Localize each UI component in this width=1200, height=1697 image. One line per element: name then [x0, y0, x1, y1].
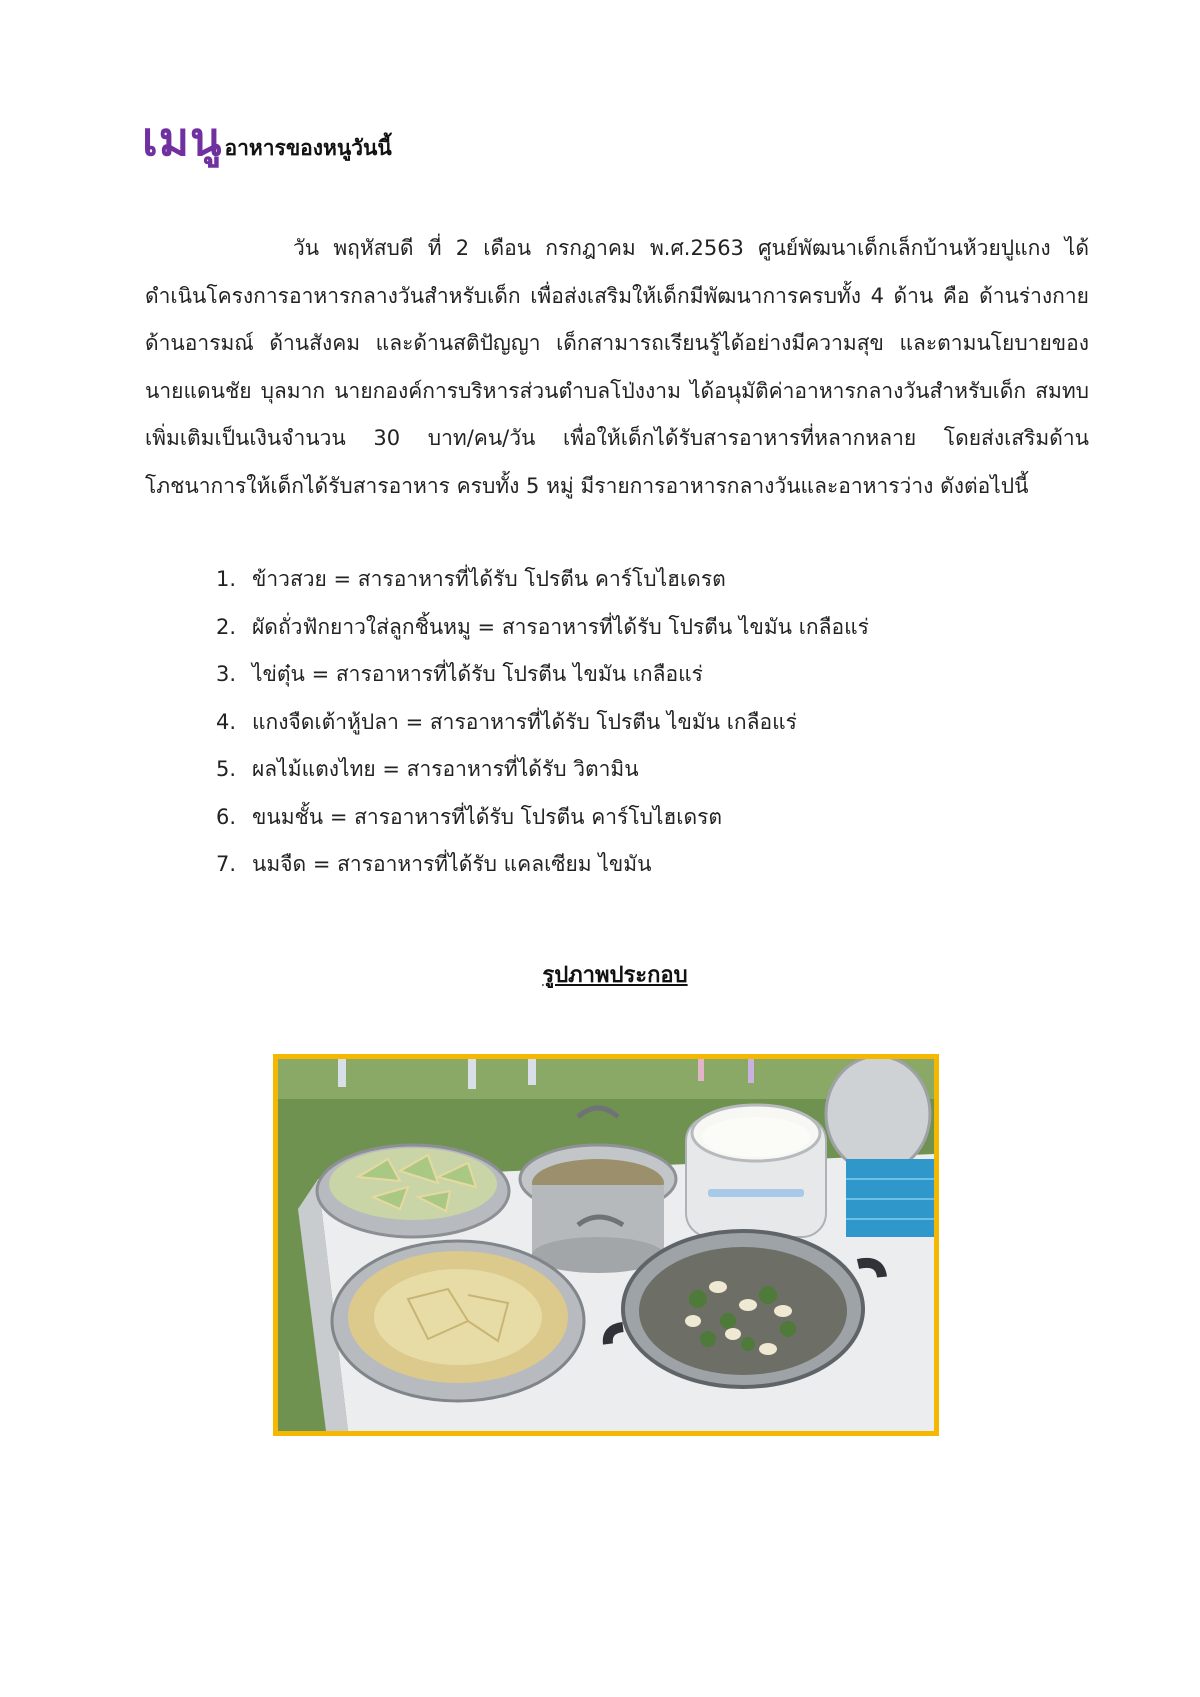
menu-item-number: 5.	[216, 757, 237, 781]
menu-item-number: 4.	[216, 709, 237, 734]
intro-paragraph: วัน พฤหัสบดี ที่ 2 เดือน กรกฎาคม พ.ศ.2563 ศูนย์พัฒนาเด็กเล็กบ้านห้วยปูแกง ได้ดำเนินโครงการอาหารกลางวันสำหรับเด็ก เพื่อส่งเสริมให้เด็กมีพัฒนาการครบทั้ง 4 ด้าน คือ ด้านร่างกาย ด้านอารมณ์ ด้านสังคม และด้านสติปัญญา เด็กสามารถเรียนรู้ได้อย่างมีความสุข และตามนโยบายของ นายแดนชัย บุลมาก นายกองค์การบริหารส่วนตำบลโป่งงาม ได้อนุมัติค่าอาหารกลางวันสำหรับเด็ก สมทบเพิ่มเติมเป็นเงินจำนวน 30 บาท/คน/วัน เพื่อให้เด็กได้รับสารอาหารที่หลากหลาย โดยส่งเสริมด้านโภชนาการให้เด็กได้รับสารอาหาร ครบทั้ง 5 หมู่ มีรายการอาหารกลางวันและอาหารว่าง ดังต่อไปนี้	[145, 236, 1089, 498]
food-photo	[273, 1054, 939, 1436]
menu-item	[216, 841, 869, 889]
menu-item	[216, 794, 869, 842]
menu-item-text: ผัดถั่วฟักยาวใส่ลูกชิ้นหมู = สารอาหารที่ได้รับ โปรตีน ไขมัน เกลือแร่	[252, 614, 869, 639]
menu-item	[216, 556, 869, 604]
menu-list	[216, 556, 869, 889]
menu-item	[216, 604, 869, 652]
menu-item-text: ขนมชั้น = สารอาหารที่ได้รับ โปรตีน คาร์โบไฮเดรต	[252, 804, 723, 829]
menu-item	[216, 699, 869, 747]
menu-item-text: แกงจืดเต้าหู้ปลา = สารอาหารที่ได้รับ โปรตีน ไขมัน เกลือแร่	[252, 709, 797, 734]
menu-item	[216, 651, 869, 699]
food-photo-illustration	[278, 1059, 934, 1431]
menu-item-text: ข้าวสวย = สารอาหารที่ได้รับ โปรตีน คาร์โบไฮเดรต	[252, 567, 726, 591]
page-heading	[142, 103, 392, 176]
menu-item-text: ไข่ตุ๋น = สารอาหารที่ได้รับ โปรตีน ไขมัน เกลือแร่	[252, 662, 703, 686]
menu-item-text: นมจืด = สารอาหารที่ได้รับ แคลเซียม ไขมัน	[252, 852, 652, 876]
menu-item-number: 3.	[216, 662, 237, 686]
heading-menu-word: เมนู	[142, 112, 223, 166]
menu-item-text: ผลไม้แตงไทย = สารอาหารที่ได้รับ วิตามิน	[252, 757, 639, 781]
menu-item-number: 6.	[216, 804, 237, 829]
menu-item	[216, 746, 869, 794]
heading-subtitle: อาหารของหนูวันนี้	[224, 136, 392, 160]
menu-item-number: 1.	[216, 567, 237, 591]
photo-caption: รูปภาพประกอบ	[542, 963, 688, 988]
menu-item-number: 7.	[216, 852, 237, 876]
menu-item-number: 2.	[216, 614, 237, 639]
